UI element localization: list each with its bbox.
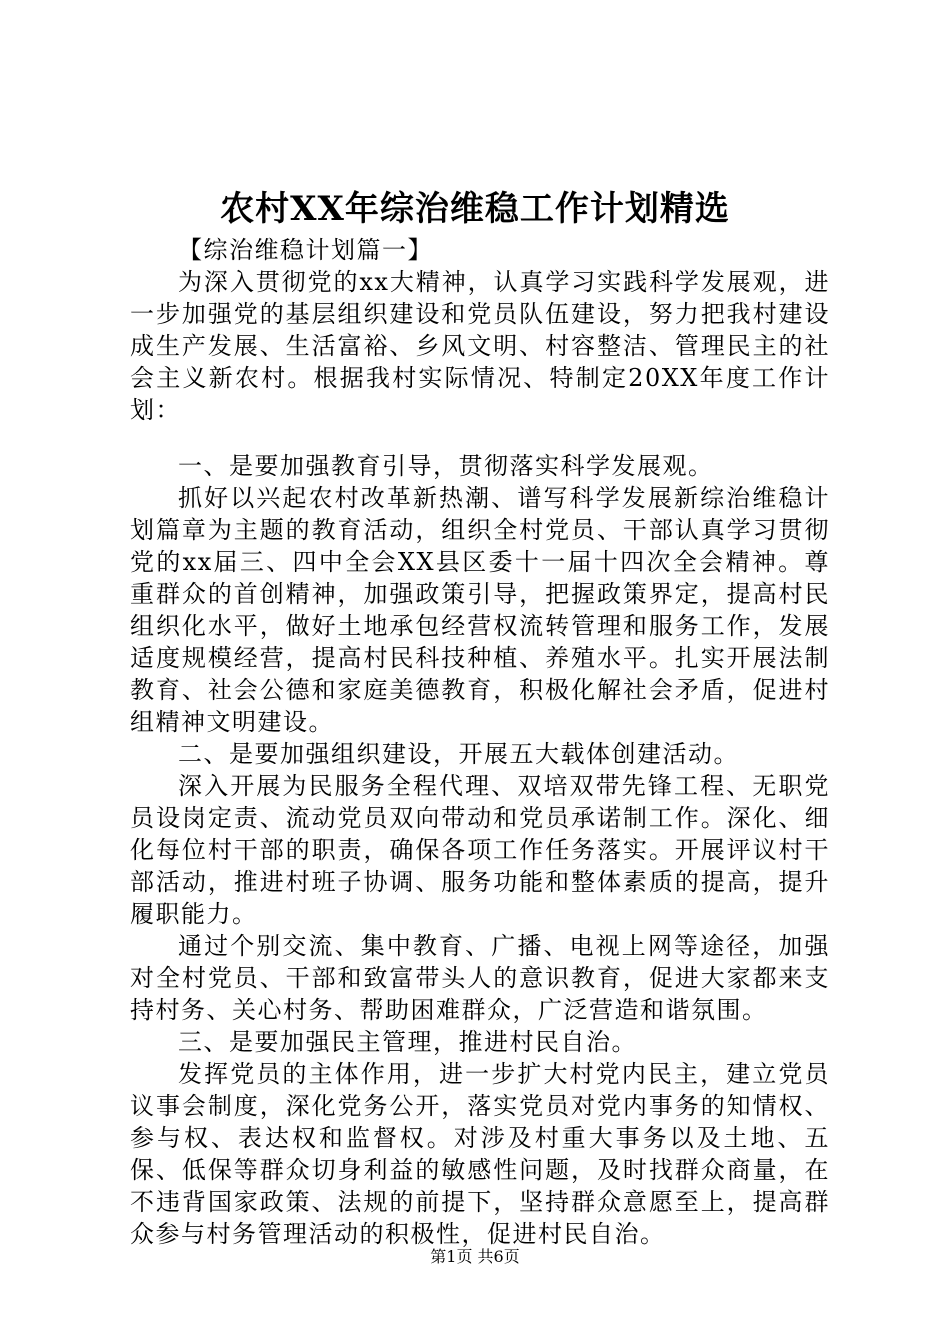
intro-paragraph: 为深入贯彻党的xx大精神，认真学习实践科学发展观，进一步加强党的基层组织建设和党员队伍建设，努力把我村建设成生产发展、生活富裕、乡风文明、村容整洁、管理民主的社会主义新农村。根据我村实际情况、特制定20XX年度工作计划： [130, 268, 830, 424]
point-three-paragraph: 发挥党员的主体作用，进一步扩大村党内民主，建立党员议事会制度，深化党务公开，落实党员对党内事务的知情权、参与权、表达权和监督权。对涉及村重大事务以及土地、五保、低保等群众切身利益的敏感性问题，及时找群众商量，在不违背国家政策、法规的前提下，坚持群众意愿至上，提高群众参与村务管理活动的积极性，促进村民自治。 [130, 1060, 830, 1248]
page-number: 第1页 共6页 [430, 1247, 520, 1266]
point-three-heading: 三、是要加强民主管理，推进村民自治。 [178, 1028, 637, 1056]
point-one-heading: 一、是要加强教育引导，贯彻落实科学发展观。 [178, 452, 714, 480]
point-one-paragraph: 抓好以兴起农村改革新热潮、谱写科学发展新综治维稳计划篇章为主题的教育活动，组织全村党员、干部认真学习贯彻党的xx届三、四中全会XX县区委十一届十四次全会精神。尊重群众的首创精神，加强政策引导，把握政策界定，提高村民组织化水平，做好土地承包经营权流转管理和服务工作，发展适度规模经营，提高村民科技种植、养殖水平。扎实开展法制教育、社会公德和家庭美德教育，积极化解社会矛盾，促进村组精神文明建设。 [130, 484, 830, 736]
point-two-paragraph: 深入开展为民服务全程代理、双培双带先锋工程、无职党员设岗定责、流动党员双向带动和党员承诺制工作。深化、细化每位村干部的职责，确保各项工作任务落实。开展评议村干部活动，推进村班子协调、服务功能和整体素质的提高，提升履职能力。 [130, 772, 830, 928]
document-body [130, 234, 830, 1250]
document-title: 农村XX年综治维稳工作计划精选 [220, 189, 730, 229]
section-heading: 【综治维稳计划篇一】 [178, 236, 433, 264]
point-two-paragraph-cont: 通过个别交流、集中教育、广播、电视上网等途径，加强对全村党员、干部和致富带头人的意识教育，促进大家都来支持村务、关心村务、帮助困难群众，广泛营造和谐氛围。 [130, 932, 830, 1024]
point-two-heading: 二、是要加强组织建设，开展五大载体创建活动。 [178, 740, 739, 768]
